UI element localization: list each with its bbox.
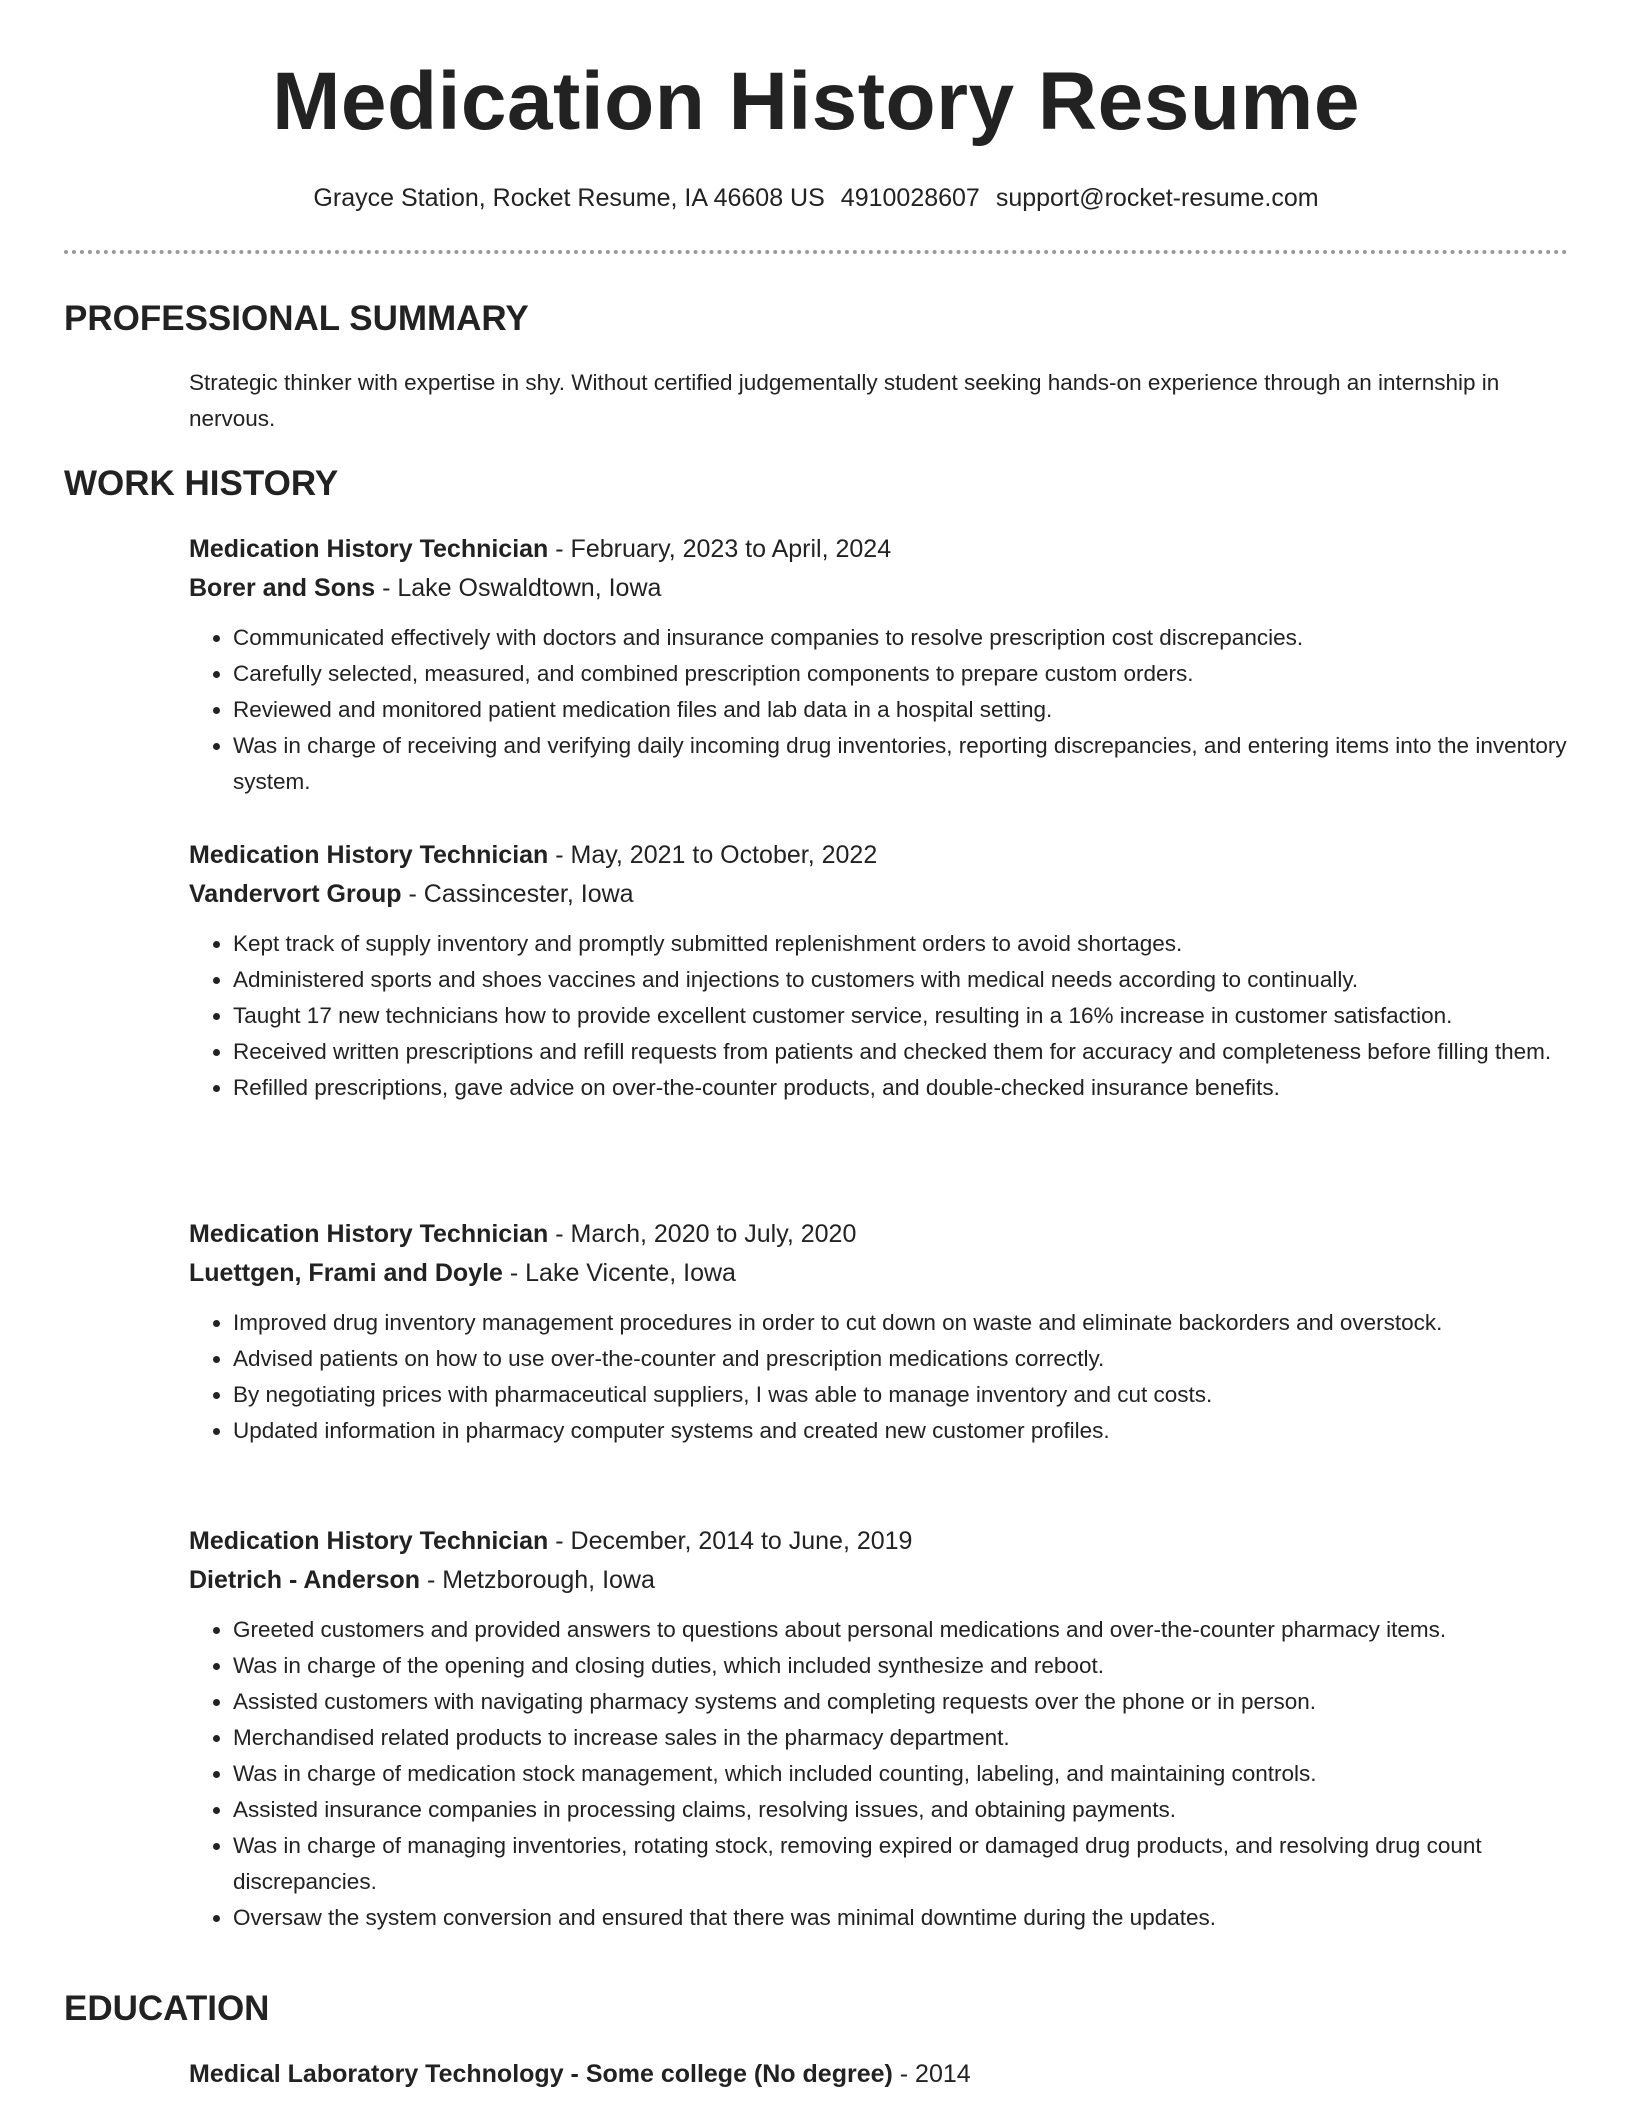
job-entry [189, 836, 1569, 1197]
job-bullet: • Assisted insurance companies in processing claims, resolving issues, and obtaining payments. [233, 1792, 1569, 1828]
job-bullets [189, 926, 1569, 1106]
job-bullet: • Taught 17 new technicians how to provide excellent customer service, resulting in a 16% increase in customer satisfaction. [233, 998, 1569, 1034]
job-title: Medication History Technician [189, 1527, 549, 1555]
education-heading: EDUCATION [64, 1989, 270, 2028]
job-dates: - March, 2020 to July, 2020 [548, 1220, 857, 1248]
job-entry [189, 530, 1569, 818]
job-bullet: • Communicated effectively with doctors and insurance companies to resolve prescription cost discrepancies. [233, 620, 1569, 656]
job-bullet: • Advised patients on how to use over-the-counter and prescription medications correctly. [233, 1341, 1569, 1377]
job-bullet: • Assisted customers with navigating pharmacy systems and completing requests over the phone or in person. [233, 1684, 1569, 1720]
contact-line [0, 181, 1632, 215]
education-year: - 2014 [892, 2060, 971, 2088]
summary-heading: PROFESSIONAL SUMMARY [64, 299, 529, 338]
job-bullet: • Was in charge of managing inventories, rotating stock, removing expired or damaged drug products, and resolving drug count discrepancies. [233, 1828, 1569, 1900]
summary-text: Strategic thinker with expertise in shy. Without certified judgementally student seeking hands-on experience through an internship in nervous. [189, 370, 1500, 431]
job-bullet: • Was in charge of the opening and closing duties, which included synthesize and reboot. [233, 1648, 1569, 1684]
job-dates: - May, 2021 to October, 2022 [548, 841, 878, 869]
contact-address: Grayce Station, Rocket Resume, IA 46608 US [313, 184, 825, 212]
job-title: Medication History Technician [189, 535, 549, 563]
job-bullet: • Updated information in pharmacy computer systems and created new customer profiles. [233, 1413, 1569, 1449]
job-bullets [189, 1305, 1569, 1449]
job-company-line [189, 875, 1569, 914]
education-degree: Medical Laboratory Technology - Some college (No degree) [189, 2060, 893, 2088]
job-bullet: • Was in charge of receiving and verifying daily incoming drug inventories, reporting discrepancies, and entering items into the inventory system. [233, 728, 1569, 800]
job-entry [189, 1215, 1569, 1504]
job-bullet: • Administered sports and shoes vaccines and injections to customers with medical needs according to continually. [233, 962, 1569, 998]
job-bullet: • Kept track of supply inventory and promptly submitted replenishment orders to avoid shortages. [233, 926, 1569, 962]
job-bullet: • Merchandised related products to increase sales in the pharmacy department. [233, 1720, 1569, 1756]
job-company-line [189, 1254, 1569, 1293]
job-title-line [189, 530, 1569, 569]
education-section [189, 2055, 1569, 2094]
contact-email[interactable]: support@rocket-resume.com [995, 184, 1319, 212]
job-company-line [189, 569, 1569, 608]
job-bullet: • Improved drug inventory management procedures in order to cut down on waste and eliminate backorders and overstock. [233, 1305, 1569, 1341]
job-bullet: • Was in charge of medication stock management, which included counting, labeling, and maintaining controls. [233, 1756, 1569, 1792]
contact-phone: 4910028607 [840, 184, 980, 212]
job-dates: - December, 2014 to June, 2019 [548, 1527, 913, 1555]
header-divider [64, 250, 1568, 254]
resume-title: Medication History Resume [272, 56, 1360, 147]
job-company: Vandervort Group [189, 880, 402, 908]
job-bullet: • Carefully selected, measured, and combined prescription components to prepare custom orders. [233, 656, 1569, 692]
job-company-line [189, 1561, 1569, 1600]
job-location: - Cassincester, Iowa [401, 880, 634, 908]
education-line [189, 2055, 1569, 2094]
job-dates: - February, 2023 to April, 2024 [548, 535, 892, 563]
job-title: Medication History Technician [189, 1220, 549, 1248]
job-bullet: • Refilled prescriptions, gave advice on over-the-counter products, and double-checked insurance benefits. [233, 1070, 1569, 1106]
job-bullets [189, 620, 1569, 800]
job-entry [189, 1522, 1569, 1936]
job-company: Luettgen, Frami and Doyle [189, 1259, 503, 1287]
job-title-line [189, 1215, 1569, 1254]
job-bullet: • Oversaw the system conversion and ensured that there was minimal downtime during the updates. [233, 1900, 1569, 1936]
job-title: Medication History Technician [189, 841, 549, 869]
work-history-section [189, 530, 1569, 1954]
job-bullet: • Reviewed and monitored patient medication files and lab data in a hospital setting. [233, 692, 1569, 728]
work-history-heading: WORK HISTORY [64, 464, 339, 503]
job-bullets [189, 1612, 1569, 1936]
job-bullet: • Received written prescriptions and refill requests from patients and checked them for accuracy and completeness before filling them. [233, 1034, 1569, 1070]
job-location: - Lake Oswaldtown, Iowa [375, 574, 662, 602]
summary-section [189, 365, 1569, 437]
job-location: - Metzborough, Iowa [420, 1566, 655, 1594]
job-company: Borer and Sons [189, 574, 376, 602]
job-bullet: • By negotiating prices with pharmaceutical suppliers, I was able to manage inventory and cut costs. [233, 1377, 1569, 1413]
job-location: - Lake Vicente, Iowa [502, 1259, 736, 1287]
job-title-line [189, 1522, 1569, 1561]
job-bullet: • Greeted customers and provided answers to questions about personal medications and over-the-counter pharmacy items. [233, 1612, 1569, 1648]
job-title-line [189, 836, 1569, 875]
job-company: Dietrich - Anderson [189, 1566, 421, 1594]
